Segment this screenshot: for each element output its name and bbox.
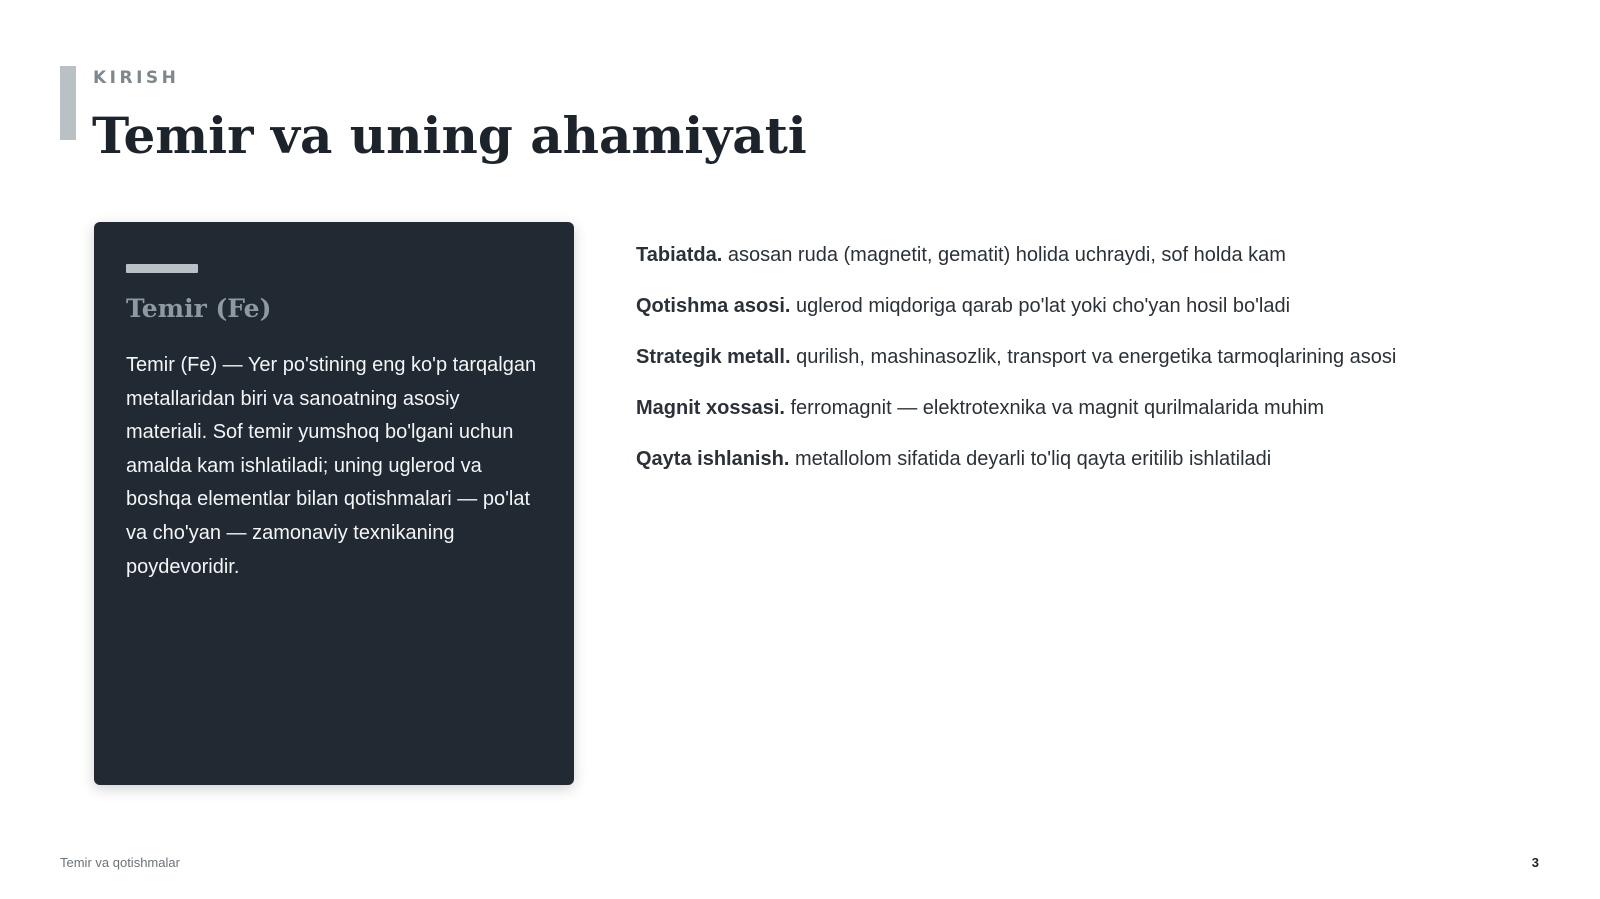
card-heading: Temir (Fe) xyxy=(126,294,272,323)
fact-text: asosan ruda (magnetit, gematit) holida uchraydi, sof holda kam xyxy=(722,244,1286,266)
card-accent-rule xyxy=(126,264,198,273)
definition-card xyxy=(94,222,574,785)
fact-term: Qotishma asosi. xyxy=(636,295,791,317)
card-body-text: Temir (Fe) — Yer po'stining eng ko'p tarqalgan metallaridan biri va sanoatning asosiy materiali. Sof temir yumshoq bo'lgani uchun amalda kam ishlatiladi; uning uglerod va boshqa elementlar bilan qotishmalari — po'lat va cho'yan — zamonaviy texnikaning poydevoridir. xyxy=(126,354,537,578)
fact-text: qurilish, mashinasozlik, transport va energetika tarmoqlarining asosi xyxy=(790,346,1397,368)
fact-term: Qayta ishlanish. xyxy=(636,448,790,470)
page-number: 3 xyxy=(1531,855,1539,870)
section-label: KIRISH xyxy=(93,68,180,88)
fact-item xyxy=(636,394,1566,445)
fact-term: Strategik metall. xyxy=(636,346,791,368)
section-accent-bar xyxy=(60,66,76,140)
fact-item xyxy=(636,292,1566,343)
fact-text: ferromagnit — elektrotexnika va magnit qurilmalarida muhim xyxy=(784,397,1325,419)
fact-text: uglerod miqdoriga qarab po'lat yoki cho'yan hosil bo'ladi xyxy=(790,295,1291,317)
fact-text: metallolom sifatida deyarli to'liq qayta eritilib ishlatiladi xyxy=(789,448,1272,470)
fact-item xyxy=(636,445,1566,496)
footer-deck-title: Temir va qotishmalar xyxy=(60,855,180,870)
fact-item xyxy=(636,343,1566,394)
facts-list xyxy=(636,241,1566,496)
fact-term: Magnit xossasi. xyxy=(636,397,785,419)
fact-item xyxy=(636,241,1566,292)
slide-title: Temir va uning ahamiyati xyxy=(92,106,807,165)
fact-term: Tabiatda. xyxy=(636,244,723,266)
